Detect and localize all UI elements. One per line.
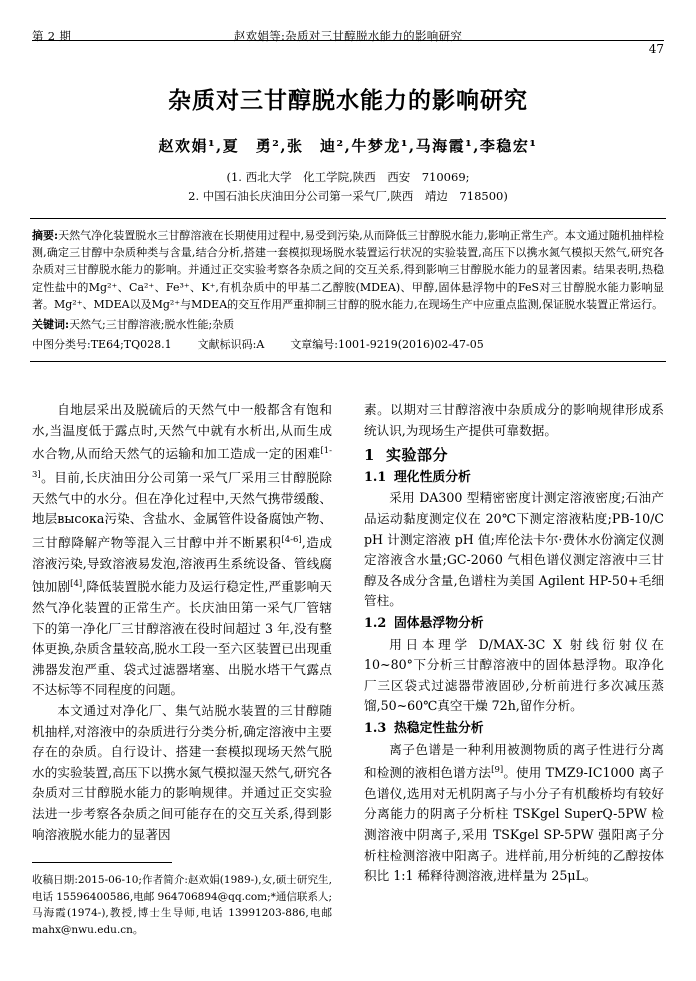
subsection-body-1-2: 用日本理学 D/MAX-3C X 射线衍射仪在 10~80°下分析三甘醇溶液中的固体悬浮物。取净化厂三区袋式过滤器带液固砂,分析前进行多次减压蒸馏,50~60℃真空干燥 72h,留作分析。 — [364, 636, 664, 714]
article-id-label: 文章编号: — [290, 338, 339, 352]
paragraph-intro-1: 自地层采出及脱硫后的天然气中一般都含有饱和水,当温度低于露点时,天然气中就有水析出,从而生成水合物,从而给天然气的运输和加工造成一定的困难[1-3]。目前,长庆油田分公司第一采气厂采用三甘醇脱除天然气中的水分。但在净化过程中,天然气携带缓酸、地层высока污染、含盐水、金属管件设备腐蚀产物、三甘醇降解产物等混入三甘醇中并不断累积[4-6],造成溶液污染,导致溶液易发泡,溶液再生系统设备、管线腐蚀加剧[4],降低装置脱水能力及运行稳定性,严重影响天然气净化装置的正常生产。长庆油田第一采气厂管辖下的第一净化厂三甘醇溶液在役时间超过 3 年,没有整体更换,杂质含量较高,脱水工段一至六区装置已出现重沸器发泡严重、袋式过滤器堵塞、出脱水塔干气露点不达标等不同程度的问题。 — [32, 402, 332, 698]
abstract-block — [30, 218, 666, 362]
page-title: 杂质对三甘醇脱水能力的影响研究 — [168, 87, 528, 114]
article-id-value: 1001-9219(2016)02-47-05 — [338, 338, 484, 352]
subsection-title-1-1: 理化性质分析 — [394, 469, 471, 485]
body-columns — [32, 400, 665, 884]
subsection-body-1-1: 采用 DA300 型精密密度计测定溶液密度;石油产品运动黏度测定仪在 20℃下测定溶液粘度;PB-10/C pH 计测定溶液 pH 值;库伦法卡尔·费休水份滴定仪测定溶液含水量;GC-2060 气相色谱仪测定溶液中三甘醇及各成分含量,色谱柱为美国 Agilent HP-50+毛细管柱。 — [364, 490, 664, 609]
clc-value: TE64;TQ028.1 — [90, 338, 172, 352]
paragraph-intro-2: 本文通过对净化厂、集气站脱水装置的三甘醇随机抽样,对溶液中的杂质进行分类分析,确定溶液中主要存在的杂质。自行设计、搭建一套模拟现场天然气脱水的实验装置,高压下以携水氮气模拟湿天然气,研究各杂质对三甘醇脱水能力的影响规律。并通过正交实验法进一步考察各杂质之间可能存在的交互关系,得到影响溶液脱水能力的显著因 — [32, 703, 332, 842]
running-head — [32, 28, 664, 50]
subsection-heading-1-1 — [364, 468, 664, 489]
abstract-paragraph — [30, 225, 666, 313]
subsection-heading-1-3 — [364, 719, 664, 740]
abstract-label: 摘要: — [32, 229, 59, 242]
subsection-number-1-3: 1.3 — [364, 720, 387, 736]
paragraph-intro-continued: 素。以期对三甘醇溶液中杂质成分的影响规律形成系统认识,为现场生产提供可靠数据。 — [364, 402, 664, 438]
classification-line — [30, 333, 666, 355]
keywords-line — [30, 313, 666, 333]
section-number-1: 1 — [364, 446, 375, 465]
author-list: 赵欢娟¹,夏 勇²,张 迪²,牛梦龙¹,马海霞¹,李稳宏¹ — [158, 137, 538, 155]
subsection-title-1-2: 固体悬浮物分析 — [394, 615, 484, 631]
abstract-body: 天然气净化装置脱水三甘醇溶液在长期使用过程中,易受到污染,从而降低三甘醇脱水能力,影响正常生产。本文通过随机抽样检测,确定三甘醇中杂质种类与含量,结合分析,搭建一套模拟现场脱水装置运行状况的实验装置,高压下以携水氮气模拟天然气,研究各杂质对三甘醇脱水能力的影响。并通过正交实验考察各杂质之间的交互关系,得到影响三甘醇脱水能力的显著因素。结果表明,热稳定性盐中的Mg²⁺、Ca²⁺、Fe³⁺、K⁺,有机杂质中的甲基二乙醇胺(MDEA)、甲醇,固体悬浮物中的FeS对三甘醇脱水能力影响显著。Mg²⁺、MDEA以及Mg²⁺与MDEA的交互作用严重抑制三甘醇的脱水能力,在现场生产中应重点监测,保证脱水装置正常运行。 — [32, 229, 664, 311]
keywords-body: 天然气;三甘醇溶液;脱水性能;杂质 — [69, 318, 235, 332]
clc-label: 中图分类号: — [32, 338, 91, 352]
subsection-heading-1-2 — [364, 614, 664, 635]
running-head-title: 赵欢娟等:杂质对三甘醇脱水能力的影响研究 — [233, 29, 463, 43]
right-column — [364, 400, 664, 887]
affiliation-2: 2. 中国石油长庆油田分公司第一采气厂,陕西 靖边 718500) — [188, 189, 508, 203]
header-divider — [32, 40, 664, 41]
section-heading-1 — [364, 445, 664, 466]
page-number: 47 — [648, 42, 664, 56]
subsection-body-1-3: 离子色谱是一种利用被测物质的离子性进行分离和检测的液相色谱方法[9]。使用 TMZ9-IC1000 离子色谱仪,选用对无机阴离子与小分子有机酸桥均有较好分离能力的阴离子分析柱 TSKgel SuperQ-5PW 检测溶液中阴离子,采用 TSKgel SP-5PW 强阳离子分析柱检测溶液中阳离子。进样前,用分析纯的乙醇按体积比 1:1 稀释待测溶液,进样量为 25μL。 — [364, 741, 665, 884]
section-title-1: 实验部分 — [386, 446, 449, 465]
subsection-number-1-1: 1.1 — [364, 469, 387, 485]
keywords-label: 关键词: — [32, 318, 70, 332]
subsection-number-1-2: 1.2 — [364, 615, 387, 631]
doc-type-value: A — [256, 338, 265, 352]
subsection-title-1-3: 热稳定性盐分析 — [394, 720, 484, 736]
footnote: 收稿日期:2015-06-10;作者简介:赵欢娟(1989-),女,硕士研究生,电话 15596400586,电邮 964706894@qq.com;*通信联系人;马海霞(1974-),教授,博士生导师,电话 13991203-886,电邮 mahx@nwu.edu.cn。 — [32, 874, 332, 936]
doc-type-label: 文献标识码: — [197, 338, 257, 352]
footnote-divider — [32, 862, 172, 863]
affiliation-1: (1. 西北大学 化工学院,陕西 西安 710069; — [226, 170, 470, 184]
affiliations — [0, 168, 696, 206]
running-head-issue: 第 2 期 — [32, 29, 72, 43]
left-column — [32, 400, 332, 845]
